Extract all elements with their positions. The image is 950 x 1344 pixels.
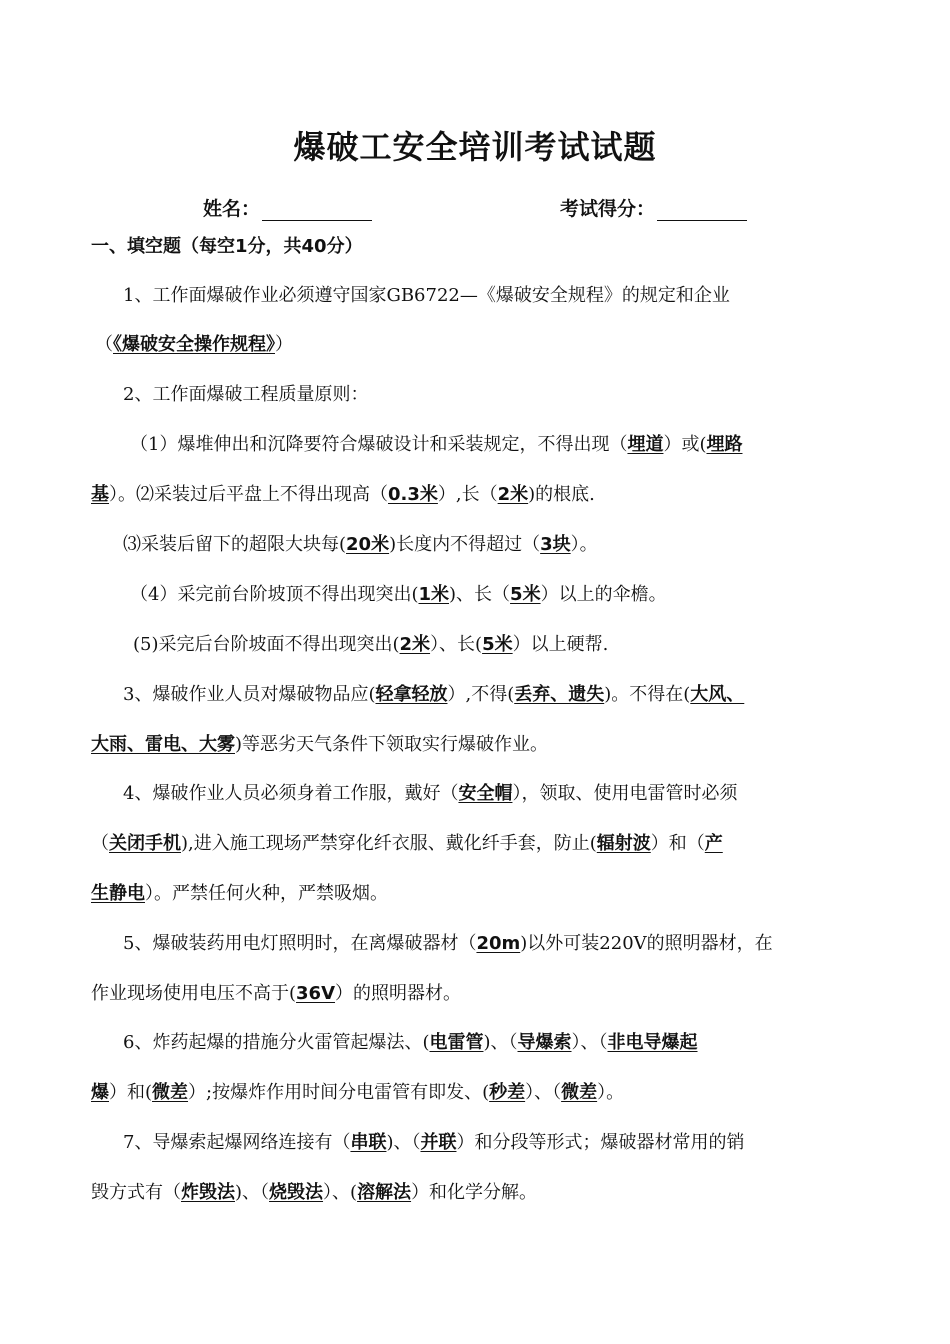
question-text: 4、爆破作业人员必须身着工作服，戴好（ — [123, 783, 459, 804]
answer: 炸毁法 — [181, 1182, 235, 1203]
question-text: ）。⑵采装过后平盘上不得出现高（ — [109, 484, 388, 505]
answer: 1米 — [418, 584, 450, 605]
score-label: 考试得分： — [560, 198, 656, 220]
name-field — [203, 194, 372, 221]
question-3-line-2 — [91, 732, 861, 758]
question-text: 作业现场使用电压不高于( — [91, 983, 297, 1004]
question-5-line-1 — [123, 931, 893, 957]
question-text: （4）采完前台阶坡顶不得出现突出( — [130, 584, 419, 605]
answer: 安全帽 — [458, 783, 513, 804]
question-text: ）以上的伞檐。 — [540, 584, 667, 605]
question-text: ）。 — [597, 1082, 625, 1103]
question-text: ⑶采装后留下的超限大块每( — [123, 534, 347, 555]
question-text: ）、长( — [430, 634, 483, 655]
answer: 溶解法 — [357, 1182, 412, 1203]
answer: 基 — [91, 484, 109, 505]
question-4-line-1 — [123, 781, 893, 807]
answer: 5米 — [482, 634, 513, 655]
question-5-line-2 — [91, 981, 861, 1007]
answer: 埋路 — [706, 434, 743, 455]
question-2-item-1-line-2 — [91, 482, 861, 508]
answer: 产 — [704, 833, 723, 854]
question-text: )以外可装220V的照明器材，在 — [520, 933, 773, 954]
answer: 导爆索 — [517, 1032, 572, 1053]
question-text: 3、爆破作业人员对爆破物品应( — [123, 684, 376, 705]
answer: 爆 — [91, 1082, 109, 1103]
question-text: （ — [95, 334, 113, 355]
answer: 生静电 — [91, 883, 145, 904]
question-text: ）和( — [109, 1082, 153, 1103]
question-text: ）、( — [323, 1182, 358, 1203]
question-text: )、（ — [386, 1132, 421, 1153]
answer: 并联 — [420, 1132, 457, 1153]
question-2-item-4 — [130, 582, 900, 608]
question-text: (5)采完后台阶坡面不得出现突出( — [133, 634, 400, 655]
answer: 《爆破安全操作规程》 — [113, 334, 275, 355]
answer: 非电导爆起 — [607, 1032, 698, 1053]
question-text: )、（ — [483, 1032, 518, 1053]
answer: 大雨、雷电、大雾 — [91, 734, 235, 755]
answer: 20米 — [346, 534, 390, 555]
question-3-line-1 — [123, 682, 893, 708]
score-field — [560, 194, 747, 221]
question-text: ）和（ — [650, 833, 705, 854]
answer: 辐射波 — [596, 833, 651, 854]
question-text: 7、导爆索起爆网络连接有（ — [123, 1132, 351, 1153]
answer: 20m — [476, 933, 521, 954]
question-text: ),进入施工现场严禁穿化纤衣服、戴化纤手套，防止( — [181, 833, 597, 854]
page-title: 爆破工安全培训考试试题 — [293, 128, 657, 166]
answer: 2米 — [399, 634, 431, 655]
question-text: 6、炸药起爆的措施分火雷管起爆法、( — [123, 1032, 430, 1053]
question-text: )。不得在( — [604, 684, 691, 705]
question-2-item-3 — [123, 532, 893, 558]
question-text: （ — [91, 833, 109, 854]
question-text: 毁方式有（ — [91, 1182, 181, 1203]
question-text: ）和分段等形式；爆破器材常用的销 — [456, 1132, 745, 1153]
question-text: )的根底. — [528, 484, 595, 505]
question-text: ）,不得( — [447, 684, 515, 705]
question-4-line-2 — [91, 831, 861, 857]
question-text: )长度内不得超过（ — [389, 534, 541, 555]
answer: 丢弃、遗失 — [514, 684, 605, 705]
question-4-line-3 — [91, 881, 861, 907]
question-text: ）和化学分解。 — [411, 1182, 538, 1203]
question-text: ）以上硬帮. — [512, 634, 609, 655]
question-text: ）,长（ — [437, 484, 498, 505]
question-text: )、（ — [235, 1182, 270, 1203]
question-7-line-2 — [91, 1180, 861, 1206]
answer: 埋道 — [627, 434, 664, 455]
question-2-item-1-line-1 — [130, 432, 900, 458]
answer: 秒差 — [489, 1082, 526, 1103]
answer: 5米 — [510, 584, 541, 605]
question-6-line-1 — [123, 1030, 893, 1056]
answer: 关闭手机 — [109, 833, 181, 854]
answer: 串联 — [350, 1132, 387, 1153]
question-text: ）的照明器材。 — [335, 983, 462, 1004]
question-1-line-1 — [123, 283, 893, 309]
question-text: ）。严禁任何火种，严禁吸烟。 — [145, 883, 388, 904]
answer: 3块 — [540, 534, 571, 555]
question-text: ）。 — [570, 534, 598, 555]
answer: 微差 — [561, 1082, 598, 1103]
answer: 轻拿轻放 — [375, 684, 448, 705]
score-blank[interactable] — [657, 200, 747, 221]
question-7-line-1 — [123, 1130, 893, 1156]
question-text: )、长（ — [449, 584, 511, 605]
question-2-item-5 — [133, 632, 903, 658]
answer: 0.3米 — [388, 484, 438, 505]
name-blank[interactable] — [262, 200, 372, 221]
question-6-line-2 — [91, 1080, 861, 1106]
question-text: ），领取、使用电雷管时必须 — [512, 783, 738, 804]
question-text: （1）爆堆伸出和沉降要符合爆破设计和采装规定，不得出现（ — [130, 434, 628, 455]
question-text: ）或( — [663, 434, 707, 455]
answer: 2米 — [497, 484, 529, 505]
question-text: 2、工作面爆破工程质量原则： — [123, 384, 369, 405]
question-text: ） — [275, 334, 293, 355]
question-text: 5、爆破装药用电灯照明时，在离爆破器材（ — [123, 933, 477, 954]
question-text: ）、（ — [525, 1082, 562, 1103]
answer: 大风、 — [690, 684, 745, 705]
question-1-line-2 — [95, 332, 865, 358]
question-2-intro — [123, 382, 893, 408]
name-label: 姓名： — [203, 198, 261, 220]
question-text: ）、（ — [571, 1032, 608, 1053]
question-text: ）;按爆炸作用时间分电雷管有即发、( — [188, 1082, 490, 1103]
section-heading: 一、填空题（每空1分，共40分） — [91, 236, 363, 257]
answer: 电雷管 — [429, 1032, 484, 1053]
question-text: )等恶劣天气条件下领取实行爆破作业。 — [235, 734, 549, 755]
answer: 36V — [296, 983, 336, 1004]
answer: 烧毁法 — [269, 1182, 324, 1203]
question-text: 1、工作面爆破作业必须遵守国家GB6722—《爆破安全规程》的规定和企业 — [123, 285, 730, 306]
answer: 微差 — [152, 1082, 189, 1103]
